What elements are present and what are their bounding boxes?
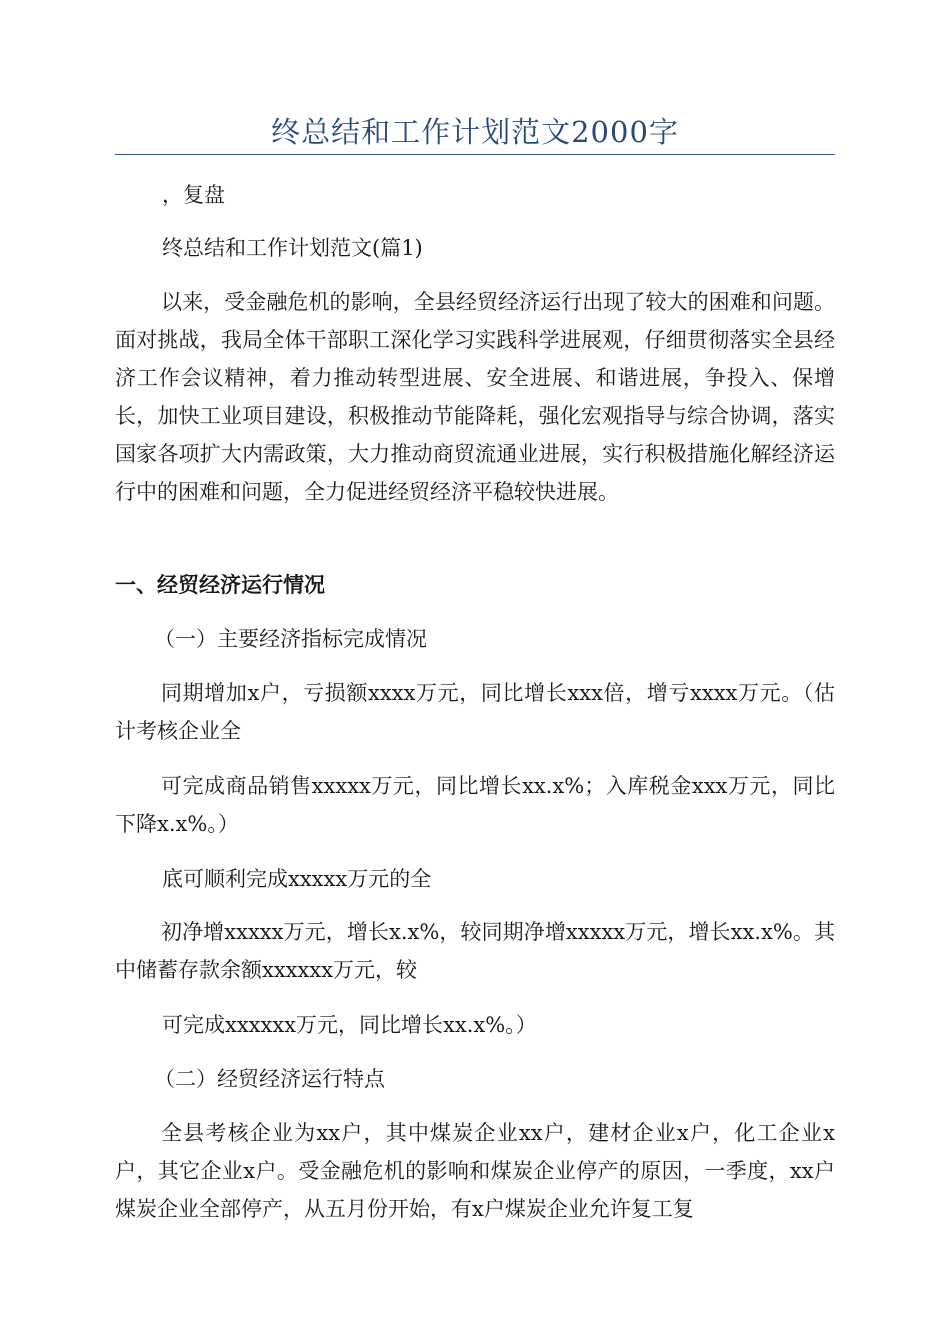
paragraph-loss: 同期增加x户，亏损额xxxx万元，同比增长xxx倍，增亏xxxx万元。（估计考核企业全 <box>115 681 835 743</box>
subsection-heading-2: （二）经贸经济运行特点 <box>154 1067 385 1091</box>
subsection-heading-1: （一）主要经济指标完成情况 <box>154 627 427 651</box>
section-heading-1: 一、经贸经济运行情况 <box>115 572 325 597</box>
title-underline <box>115 154 835 155</box>
paragraph-sales: 可完成商品销售xxxxx万元，同比增长xx.x%；入库税金xxx万元，同比下降x.x%。） <box>115 774 835 836</box>
paragraph-subtitle: 终总结和工作计划范文(篇1) <box>162 236 423 260</box>
document-title: 终总结和工作计划范文2000字 <box>271 115 679 149</box>
paragraph-fupan: ，复盘 <box>162 183 225 207</box>
paragraph-growth: 可完成xxxxxx万元，同比增长xx.x%。） <box>162 1013 537 1037</box>
paragraph-completion: 底可顺利完成xxxxx万元的全 <box>162 867 432 891</box>
paragraph-deposits: 初净增xxxxx万元，增长x.x%，较同期净增xxxxx万元，增长xx.x%。其中储蓄存款余额xxxxxx万元，较 <box>115 920 835 982</box>
paragraph-intro: 以来，受金融危机的影响，全县经贸经济运行出现了较大的困难和问题。面对挑战，我局全体干部职工深化学习实践科学进展观，仔细贯彻落实全县经济工作会议精神，着力推动转型进展、安全进展、和谐进展，争投入、保增长，加快工业项目建设，积极推动节能降耗，强化宏观指导与综合协调，落实国家各项扩大内需政策，大力推动商贸流通业进展，实行积极措施化解经济运行中的困难和问题，全力促进经贸经济平稳较快进展。 <box>115 290 835 504</box>
paragraph-enterprises: 全县考核企业为xx户，其中煤炭企业xx户，建材企业x户，化工企业x户，其它企业x户。受金融危机的影响和煤炭企业停产的原因，一季度，xx户煤炭企业全部停产，从五月份开始，有x户煤炭企业允许复工复 <box>115 1121 835 1221</box>
